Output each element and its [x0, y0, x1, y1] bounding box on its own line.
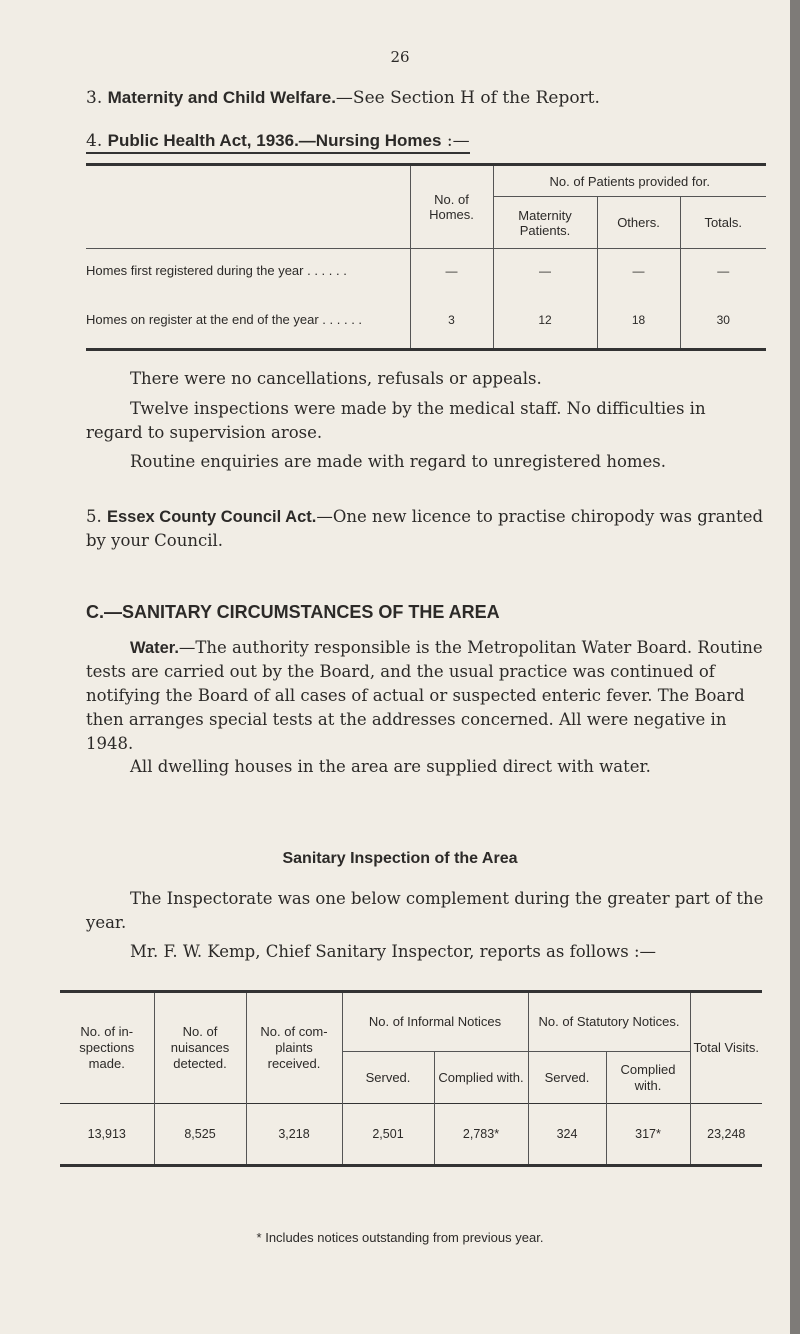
cell-maternity: 12: [493, 293, 597, 350]
cell-informal-complied: 2,783*: [434, 1104, 528, 1166]
paragraph-water: [86, 636, 766, 756]
header-informal-complied: Complied with.: [434, 1052, 528, 1104]
header-informal-notices: No. of Informal Notices: [342, 992, 528, 1052]
header-statutory-complied: Complied with.: [606, 1052, 690, 1104]
paragraph-dwelling-houses: All dwelling houses in the area are supplied direct with water.: [130, 757, 651, 776]
section-5-title: Essex County Council Act.: [107, 508, 317, 526]
table-corner: [86, 165, 410, 249]
header-others: Others.: [597, 197, 680, 249]
page-number: 26: [390, 48, 410, 66]
cell-others: 18: [597, 293, 680, 350]
section-4-text: :—: [441, 131, 470, 151]
cell-homes: 3: [410, 293, 493, 350]
section-5-text: —One new licence to practise chiropody was granted by your Council.: [86, 507, 764, 550]
cell-totals: 30: [680, 293, 766, 350]
header-statutory-served: Served.: [528, 1052, 606, 1104]
cell-complaints: 3,218: [246, 1104, 342, 1166]
water-text: —The authority responsible is the Metropolitan Water Board. Routine tests are carried out by the Board, and the usual practice was continued of notifying the Board of all cases of actual or suspected enteric fever. The Board then arranges special tests at the addresses concerned. All were negative in 1948.: [86, 638, 763, 753]
table-row: [86, 249, 766, 293]
row-label: Homes first registered during the year . . . . . .: [86, 262, 347, 278]
header-nuisances: No. of nuisances detected.: [154, 992, 246, 1104]
table-row: [60, 1104, 762, 1166]
paragraph-kemp-report: Mr. F. W. Kemp, Chief Sanitary Inspector, reports as follows :—: [130, 942, 657, 961]
header-no-of-homes: No. of Homes.: [410, 165, 493, 249]
section-3: [86, 88, 600, 108]
header-informal-served: Served.: [342, 1052, 434, 1104]
table-row: [86, 293, 766, 350]
sanitary-inspection-table: [60, 990, 762, 1167]
paragraph-inspectorate: The Inspectorate was one below complement during the greater part of the year.: [86, 889, 764, 932]
paragraph-inspections: Twelve inspections were made by the medical staff. No difficulties in regard to supervision arose.: [86, 399, 706, 442]
cell-inspections: 13,913: [87, 1127, 126, 1141]
header-totals: Totals.: [680, 197, 766, 249]
footnote: * Includes notices outstanding from previous year.: [256, 1230, 544, 1245]
section-3-text: —See Section H of the Report.: [335, 88, 600, 108]
header-statutory-notices: No. of Statutory Notices.: [528, 992, 690, 1052]
page-edge-shadow: [790, 0, 800, 1334]
section-4: [86, 131, 470, 154]
paragraph-routine-enquiries: Routine enquiries are made with regard to unregistered homes.: [130, 452, 667, 471]
cell-total-visits: 23,248: [690, 1104, 762, 1166]
header-total-visits: Total Visits.: [690, 992, 762, 1104]
water-title: Water.: [130, 639, 179, 657]
header-complaints: No. of com- plaints received.: [246, 992, 342, 1104]
cell-others: —: [597, 249, 680, 293]
section-5: [86, 505, 766, 553]
cell-statutory-complied: 317*: [606, 1104, 690, 1166]
cell-homes: —: [410, 249, 493, 293]
nursing-homes-table: [86, 163, 766, 351]
section-5-number: 5.: [86, 507, 102, 526]
section-3-title: Maternity and Child Welfare.: [107, 88, 336, 107]
header-patients-provided: No. of Patients provided for.: [493, 165, 766, 197]
heading-sanitary-inspection: Sanitary Inspection of the Area: [282, 850, 518, 867]
section-4-title: Public Health Act, 1936.—Nursing Homes: [107, 131, 442, 150]
section-3-number: 3.: [86, 88, 103, 108]
cell-informal-served: 2,501: [342, 1104, 434, 1166]
cell-maternity: —: [493, 249, 597, 293]
heading-sanitary-circumstances: C.—SANITARY CIRCUMSTANCES OF THE AREA: [86, 602, 500, 622]
paragraph-no-cancellations: There were no cancellations, refusals or appeals.: [130, 369, 542, 388]
cell-nuisances: 8,525: [154, 1104, 246, 1166]
header-inspections: No. of in- spections made.: [79, 1024, 135, 1071]
row-label: Homes on register at the end of the year . . . . . .: [86, 312, 363, 328]
header-maternity: Maternity Patients.: [493, 197, 597, 249]
section-4-number: 4.: [86, 131, 103, 151]
cell-totals: —: [680, 249, 766, 293]
cell-statutory-served: 324: [528, 1104, 606, 1166]
